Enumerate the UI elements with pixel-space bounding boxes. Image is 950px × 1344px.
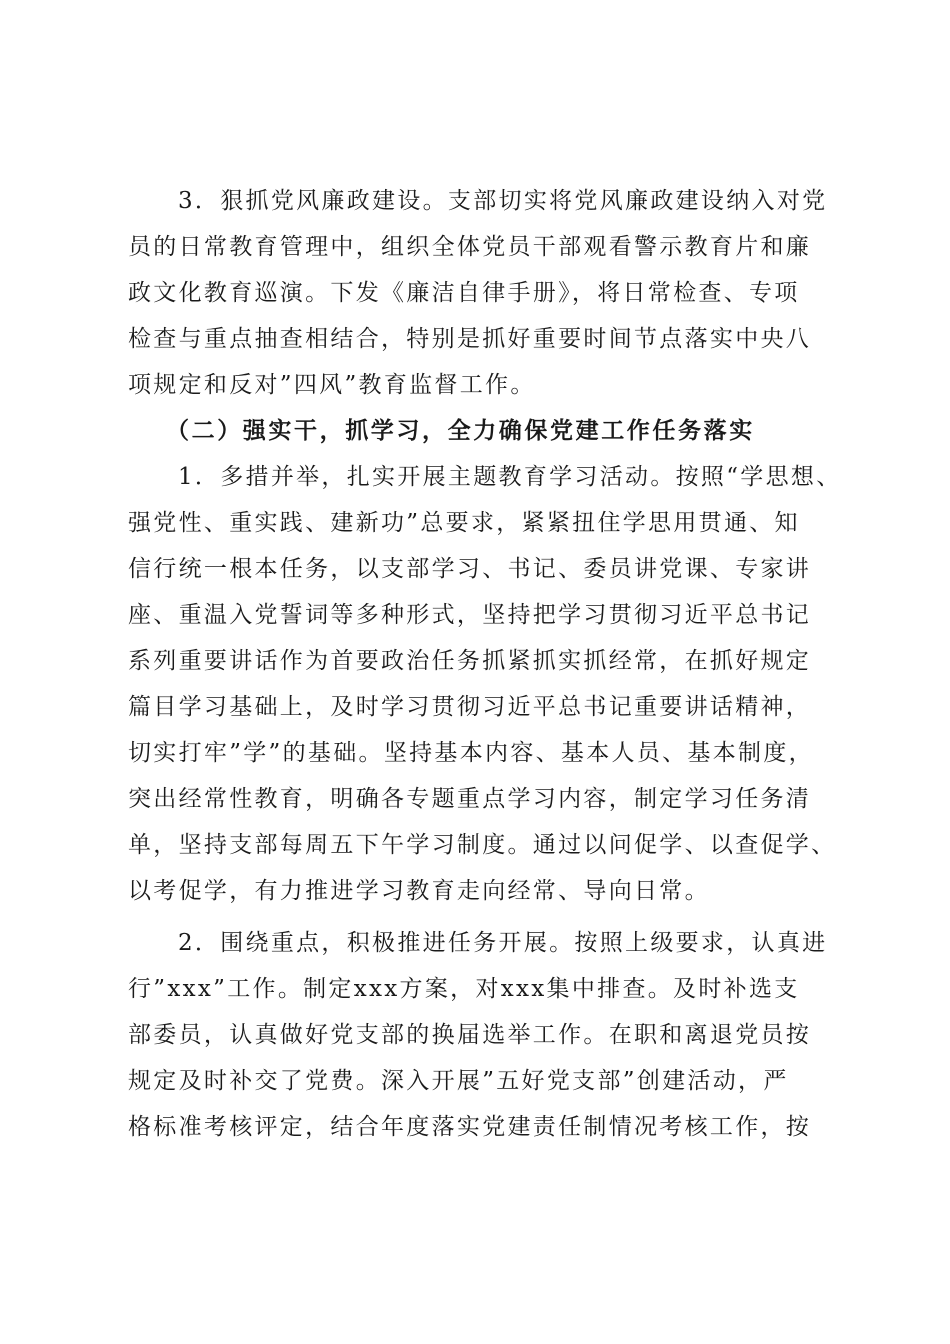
paragraph-1-line-7: 切实打牢”学”的基础。坚持基本内容、基本人员、基本制度， bbox=[128, 740, 814, 766]
section-heading: （二）强实干，抓学习，全力确保党建工作任务落实 bbox=[166, 417, 755, 444]
paragraph-1-line-9: 单，坚持支部每周五下午学习制度。通过以问促学、以查促学、 bbox=[128, 832, 837, 858]
paragraph-1-line-4: 座、重温入党誓词等多种形式，坚持把学习贯彻习近平总书记 bbox=[128, 602, 812, 628]
paragraph-2-line-5: 格标准考核评定，结合年度落实党建责任制情况考核工作，按 bbox=[128, 1114, 812, 1140]
paragraph-1-line-2: 强党性、重实践、建新功”总要求，紧紧扭住学思用贯通、知 bbox=[128, 510, 800, 536]
paragraph-1-line-10: 以考促学，有力推进学习教育走向经常、导向日常。 bbox=[128, 878, 710, 904]
paragraph-1-line-6: 篇目学习基础上，及时学习贯彻习近平总书记重要讲话精神， bbox=[128, 694, 812, 720]
paragraph-1-line-8: 突出经常性教育，明确各专题重点学习内容，制定学习任务清 bbox=[128, 786, 812, 812]
paragraph-2-line-4: 规定及时补交了党费。深入开展”五好党支部”创建活动，严 bbox=[128, 1068, 789, 1094]
paragraph-2-line-2: 行”xxx”工作。制定xxx方案，对xxx集中排查。及时补选支 bbox=[128, 976, 800, 1002]
paragraph-3-line-1: 3．狠抓党风廉政建设。支部切实将党风廉政建设纳入对党 bbox=[178, 188, 828, 214]
paragraph-3-line-4: 检查与重点抽查相结合，特别是抓好重要时间节点落实中央八 bbox=[128, 326, 812, 352]
paragraph-3-line-5: 项规定和反对”四风”教育监督工作。 bbox=[128, 372, 536, 398]
paragraph-2-line-1: 2．围绕重点，积极推进任务开展。按照上级要求，认真进 bbox=[178, 930, 828, 956]
paragraph-3-line-3: 政文化教育巡演。下发《廉洁自律手册》，将日常检查、专项 bbox=[128, 280, 800, 306]
paragraph-2-line-3: 部委员，认真做好党支部的换届选举工作。在职和离退党员按 bbox=[128, 1022, 812, 1048]
paragraph-1-line-5: 系列重要讲话作为首要政治任务抓紧抓实抓经常，在抓好规定 bbox=[128, 648, 812, 674]
paragraph-3-line-2: 员的日常教育管理中，组织全体党员干部观看警示教育片和廉 bbox=[128, 234, 812, 260]
paragraph-1-line-1: 1．多措并举，扎实开展主题教育学习活动。按照“学思想、 bbox=[178, 464, 842, 490]
paragraph-1-line-3: 信行统一根本任务，以支部学习、书记、委员讲党课、专家讲 bbox=[128, 556, 812, 582]
